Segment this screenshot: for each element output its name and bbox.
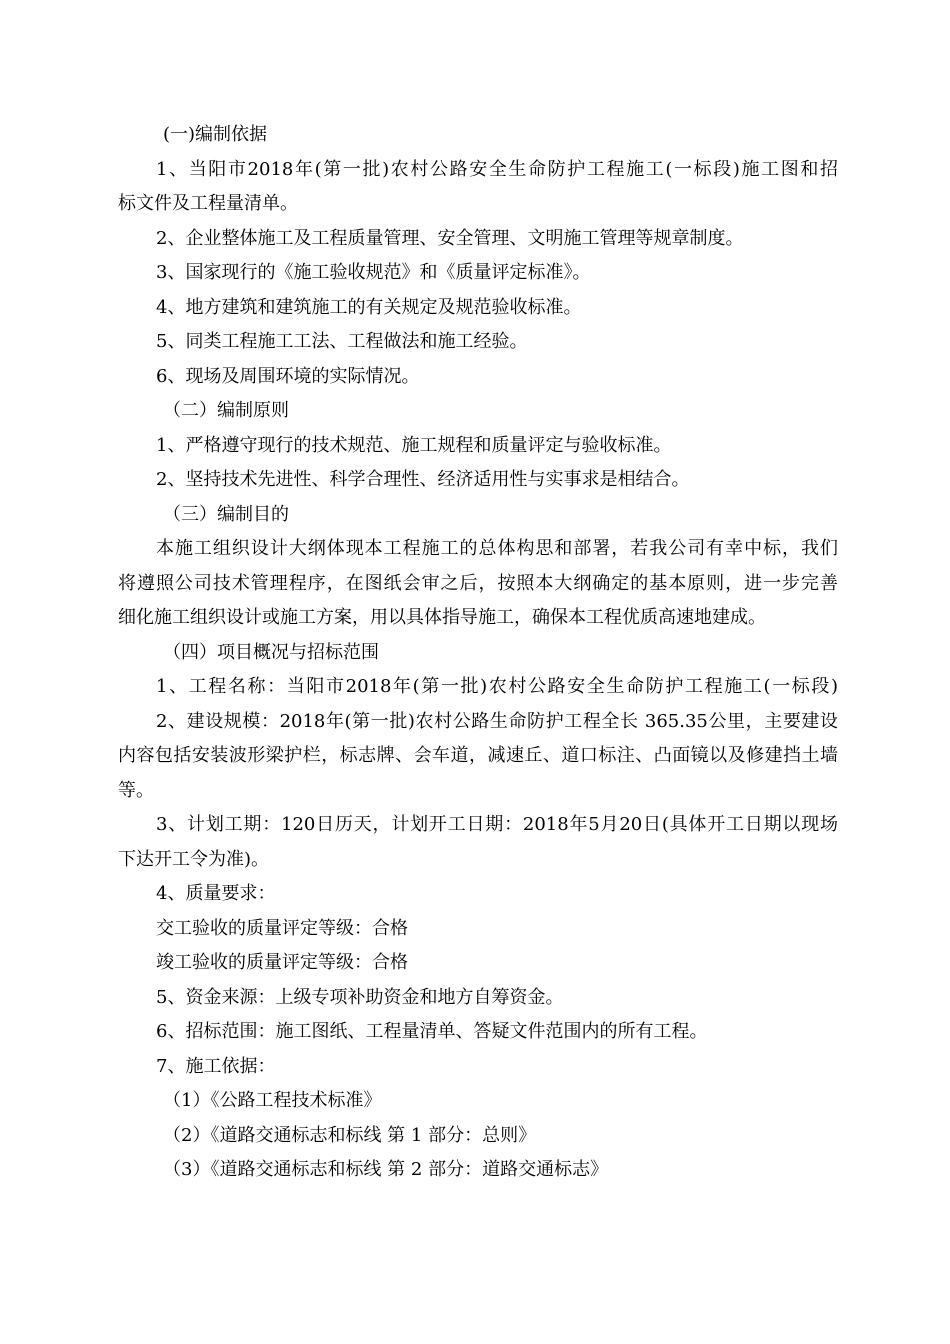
- text-line: 细化施工组织设计或施工方案，用以具体指导施工，确保本工程优质高速地建成。: [118, 607, 766, 628]
- text-line: 4、地方建筑和建筑施工的有关规定及规范验收标准。: [156, 296, 582, 318]
- text-line: 2、坚持技术先进性、科学合理性、经济适用性与实事求是相结合。: [156, 469, 690, 490]
- text-line: （1）《公路工程技术标准》: [163, 1090, 382, 1111]
- text-line: （3）《道路交通标志和标线 第 2 部分：道路交通标志》: [163, 1159, 609, 1180]
- text-line: 7、施工依据：: [156, 1055, 276, 1077]
- text-line: 4、质量要求：: [156, 883, 276, 904]
- text-line: 下达开工令为准)。: [118, 848, 270, 870]
- text-line: (一)编制依据: [163, 124, 268, 145]
- text-line: （四）项目概况与招标范围: [163, 641, 379, 663]
- text-line: 内容包括安装波形梁护栏，标志牌、会车道，减速丘、道口标注、凸面镜以及修建挡土墙: [118, 745, 838, 766]
- text-line: 将遵照公司技术管理程序，在图纸会审之后，按照本大纲确定的基本原则，进一步完善: [118, 572, 838, 594]
- text-line: 竣工验收的质量评定等级：合格: [156, 952, 408, 973]
- text-line: （2）《道路交通标志和标线 第 1 部分：总则》: [163, 1124, 537, 1146]
- text-line: （三）编制目的: [163, 503, 289, 525]
- text-line: 5、同类工程施工工法、工程做法和施工经验。: [156, 331, 528, 352]
- text-line: 2、建设规模：2018年(第一批)农村公路生命防护工程全长 365.35公里，主要建设: [156, 710, 838, 732]
- text-line: 1、严格遵守现行的技术规范、施工规程和质量评定与验收标准。: [156, 434, 672, 456]
- document-body: [118, 118, 838, 1188]
- text-line: （二）编制原则: [163, 400, 289, 421]
- text-line: 交工验收的质量评定等级：合格: [156, 917, 408, 939]
- text-line: 等。: [118, 779, 154, 801]
- text-line: 1、当阳市2018年(第一批)农村公路安全生命防护工程施工(一标段)施工图和招: [156, 158, 838, 180]
- text-line: 3、计划工期：120日历天，计划开工日期：2018年5月20日(具体开工日期以现场: [156, 814, 838, 835]
- text-line: 标文件及工程量清单。: [118, 193, 298, 214]
- text-line: 本施工组织设计大纲体现本工程施工的总体构思和部署，若我公司有幸中标，我们: [156, 538, 838, 559]
- text-line: 6、现场及周围环境的实际情况。: [156, 365, 420, 387]
- text-line: 2、企业整体施工及工程质量管理、安全管理、文明施工管理等规章制度。: [156, 227, 744, 249]
- text-line: 6、招标范围：施工图纸、工程量清单、答疑文件范围内的所有工程。: [156, 1021, 708, 1042]
- text-line: 5、资金来源：上级专项补助资金和地方自筹资金。: [156, 986, 564, 1008]
- text-line: 3、国家现行的《施工验收规范》和《质量评定标准》。: [156, 262, 591, 283]
- text-line: 1、工程名称：当阳市2018年(第一批)农村公路安全生命防护工程施工(一标段): [156, 676, 838, 697]
